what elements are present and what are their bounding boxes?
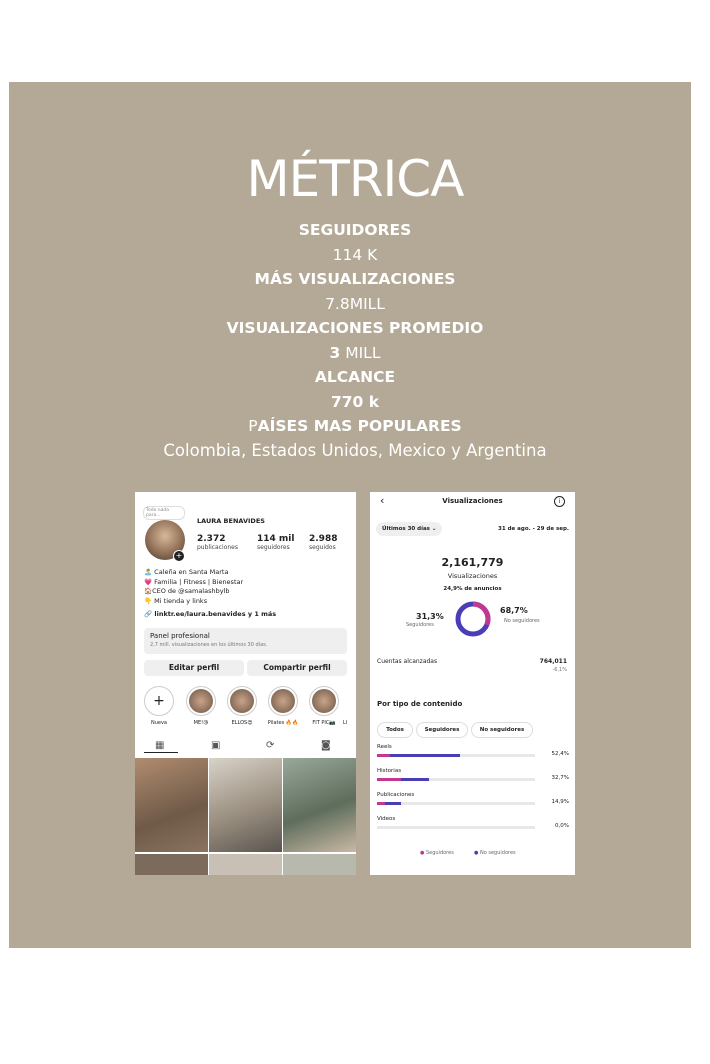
avg-views-value bbox=[0, 341, 710, 366]
profile-tabs bbox=[135, 736, 356, 754]
post-thumbnail[interactable] bbox=[135, 758, 208, 852]
audience-donut bbox=[454, 600, 492, 638]
legend-followers bbox=[420, 850, 454, 856]
new-highlight-button[interactable] bbox=[144, 686, 174, 716]
bar-category-label: Reels bbox=[377, 744, 392, 750]
posts-stat[interactable] bbox=[197, 534, 238, 551]
share-profile-button[interactable]: Compartir perfil bbox=[247, 660, 347, 676]
chip-all[interactable]: Todos bbox=[377, 722, 413, 738]
reach-label: ALCANCE bbox=[314, 368, 396, 386]
avg-views-unit: MILL bbox=[340, 343, 381, 362]
edit-profile-button[interactable]: Editar perfil bbox=[144, 660, 244, 676]
range-text: Últimos 30 días bbox=[382, 526, 430, 532]
reels-icon[interactable]: ▣ bbox=[211, 740, 221, 751]
highlight-item[interactable] bbox=[268, 686, 298, 716]
highlight-item[interactable] bbox=[186, 686, 216, 716]
reach-value: 770 k bbox=[330, 392, 380, 411]
bar-category-label: Videos bbox=[377, 816, 396, 822]
avg-views-number: 3 bbox=[329, 343, 341, 362]
highlight-label: LI bbox=[342, 720, 348, 726]
repost-icon[interactable]: ⟳ bbox=[266, 740, 275, 751]
nonfollowers-pct: 68,7% bbox=[500, 606, 528, 615]
highlight-label: FIT PIC📷 bbox=[312, 720, 336, 726]
metrics-list bbox=[0, 218, 710, 463]
post-thumbnail[interactable] bbox=[283, 854, 356, 875]
pro-panel-title: Panel profesional bbox=[150, 632, 210, 640]
followers-count: 114 mil bbox=[257, 534, 295, 544]
bar-nonfollowers bbox=[401, 778, 429, 781]
bio-line: 🏠CEO de @samalashbylb bbox=[144, 587, 230, 595]
profile-link-text: linktr.ee/laura.benavides y 1 más bbox=[154, 610, 277, 618]
chip-nonfollowers[interactable]: No seguidores bbox=[471, 722, 533, 738]
bar-followers bbox=[377, 778, 401, 781]
insights-header: Visualizaciones bbox=[442, 497, 503, 505]
countries-label bbox=[0, 414, 710, 439]
pro-panel-sub: 2,7 mill. visualizaciones en los últimos 30 días. bbox=[150, 642, 268, 648]
bio-line: 💗 Familia | Fitness | Bienestar bbox=[144, 577, 244, 586]
followers-value: 114 K bbox=[332, 245, 378, 264]
bar-value-label: 32,7% bbox=[551, 775, 569, 781]
bar-nonfollowers bbox=[385, 802, 401, 805]
following-label: seguidos bbox=[309, 544, 336, 551]
bar-followers bbox=[377, 802, 385, 805]
post-thumbnail[interactable] bbox=[209, 758, 282, 852]
legend-followers-text: Seguidores bbox=[425, 850, 454, 856]
by-content-title: Por tipo de contenido bbox=[377, 700, 463, 708]
following-stat[interactable] bbox=[309, 534, 337, 551]
ads-note: 24,9% de anuncios bbox=[443, 586, 502, 592]
followers-pct: 31,3% bbox=[416, 612, 444, 621]
bar-value-label: 0,0% bbox=[555, 823, 569, 829]
chip-followers[interactable]: Seguidores bbox=[416, 722, 468, 738]
legend-followers-swatch: ● bbox=[420, 850, 425, 856]
post-thumbnail[interactable] bbox=[209, 854, 282, 875]
insights-screenshot bbox=[370, 492, 575, 875]
followers-pct-label: Seguidores bbox=[406, 622, 434, 628]
countries-label-initial: P bbox=[248, 417, 258, 435]
highlight-label: Pilates 🔥🔥 bbox=[267, 720, 299, 726]
bio-line: 🏝️ Caleña en Santa Marta bbox=[144, 568, 229, 576]
profile-bio bbox=[144, 568, 243, 606]
legend-nonfollowers-text: No seguidores bbox=[479, 850, 516, 856]
bar-category-label: Publicaciones bbox=[377, 792, 415, 798]
pro-panel[interactable] bbox=[144, 628, 347, 654]
profile-link[interactable]: 🔗 linktr.ee/laura.benavides y 1 más bbox=[144, 610, 277, 618]
chevron-down-icon: ⌄ bbox=[431, 526, 437, 532]
highlight-item[interactable] bbox=[309, 686, 339, 716]
followers-label: SEGUIDORES bbox=[298, 221, 412, 239]
total-views: 2,161,779 bbox=[441, 556, 504, 569]
note-bubble: Todo nada para... bbox=[143, 506, 185, 520]
bar-track bbox=[377, 826, 535, 829]
nonfollowers-pct-label: No seguidores bbox=[504, 618, 540, 624]
highlight-label: Nueva bbox=[150, 720, 167, 726]
following-count: 2.988 bbox=[309, 534, 338, 544]
grid-icon[interactable]: ▦ bbox=[155, 740, 165, 751]
accounts-reached-delta: -6,1% bbox=[552, 667, 567, 673]
most-views-value: 7.8MILL bbox=[325, 294, 385, 313]
tagged-icon[interactable]: ◙ bbox=[321, 740, 331, 751]
post-thumbnail[interactable] bbox=[283, 758, 356, 852]
countries-value: Colombia, Estados Unidos, Mexico y Argentina bbox=[163, 440, 547, 460]
followers-stat-label: seguidores bbox=[257, 544, 290, 551]
legend-nonfollowers-swatch: ● bbox=[474, 850, 479, 856]
active-tab-indicator bbox=[144, 752, 178, 753]
bar-followers bbox=[377, 754, 390, 757]
highlight-item[interactable] bbox=[227, 686, 257, 716]
avg-views-label: VISUALIZACIONES PROMEDIO bbox=[226, 319, 484, 337]
legend-nonfollowers bbox=[474, 850, 516, 856]
bar-track bbox=[377, 802, 535, 805]
range-dropdown[interactable] bbox=[376, 522, 442, 536]
bio-line: 👇 Mi tienda y links bbox=[144, 596, 208, 605]
posts-label: publicaciones bbox=[197, 544, 238, 551]
highlight-label: ME!😘 bbox=[193, 720, 209, 726]
most-views-label: MÁS VISUALIZACIONES bbox=[254, 270, 456, 288]
countries-label-rest: AÍSES MAS POPULARES bbox=[257, 417, 462, 435]
total-views-label: Visualizaciones bbox=[447, 572, 498, 580]
accounts-reached-label: Cuentas alcanzadas bbox=[377, 658, 438, 665]
info-icon[interactable]: i bbox=[554, 496, 565, 507]
posts-count: 2.372 bbox=[197, 534, 226, 544]
highlight-label: ELLOS😍 bbox=[231, 720, 253, 726]
bar-nonfollowers bbox=[390, 754, 460, 757]
profile-screenshot bbox=[135, 492, 356, 875]
page-title: MÉTRICA bbox=[246, 150, 464, 208]
accounts-reached-value: 764,011 bbox=[539, 658, 567, 665]
date-range: 31 de ago. - 29 de sep. bbox=[498, 526, 569, 532]
followers-stat[interactable] bbox=[257, 534, 294, 551]
add-story-icon[interactable]: + bbox=[173, 550, 185, 562]
bar-value-label: 14,9% bbox=[551, 799, 569, 805]
bar-value-label: 52,4% bbox=[551, 751, 569, 757]
profile-name: LAURA BENAVIDES bbox=[197, 517, 265, 525]
back-arrow-icon[interactable]: ‹ bbox=[380, 494, 385, 507]
bar-category-label: Historias bbox=[377, 768, 402, 774]
plus-icon: + bbox=[153, 693, 165, 709]
post-thumbnail[interactable] bbox=[135, 854, 208, 875]
